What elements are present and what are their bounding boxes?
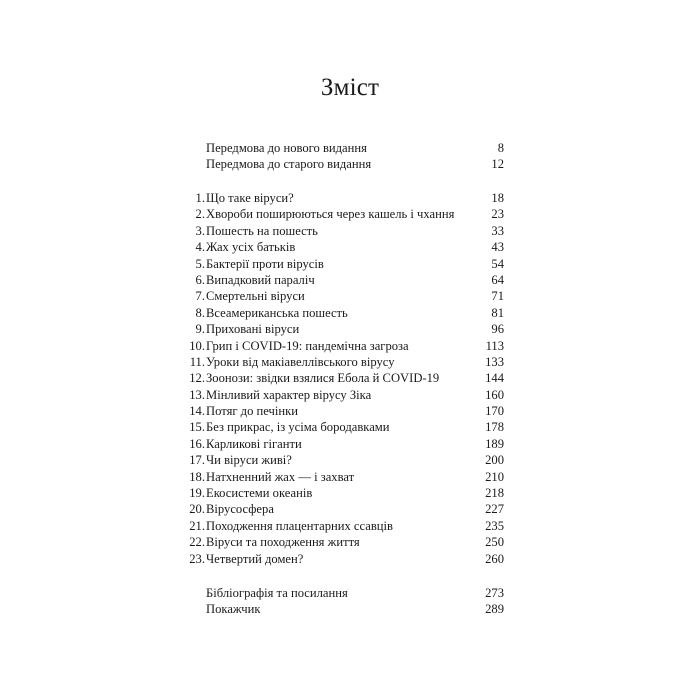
chapter-title: Всеамериканська пошесть (206, 305, 348, 320)
chapter-title: Екосистеми океанів (206, 486, 313, 501)
chapter-title: Віруси та походження життя (206, 535, 360, 550)
chapter-entry (186, 239, 504, 255)
chapter-number: 9. (195, 322, 205, 337)
chapter-entry (186, 223, 504, 239)
chapter-title: Бактерії проти вірусів (206, 256, 324, 271)
front-matter-list (186, 140, 504, 173)
chapter-number: 4. (195, 240, 205, 255)
entry-page-number: 12 (491, 157, 504, 172)
chapter-page-number: 200 (485, 453, 504, 468)
chapter-entry (186, 338, 504, 354)
chapter-title: Зоонози: звідки взялися Ебола й COVID-19 (206, 371, 440, 386)
chapter-number: 19. (189, 486, 205, 501)
chapter-entry (186, 305, 504, 321)
chapter-entry (186, 206, 504, 222)
chapter-page-number: 23 (491, 207, 504, 222)
chapter-entry (186, 272, 504, 288)
chapter-list (186, 190, 504, 567)
chapter-number: 21. (189, 518, 205, 533)
chapter-page-number: 81 (491, 305, 504, 320)
chapter-page-number: 113 (485, 338, 504, 353)
chapter-page-number: 170 (485, 404, 504, 419)
chapter-page-number: 189 (485, 436, 504, 451)
chapter-title: Грип і COVID-19: пандемічна загроза (206, 338, 409, 353)
chapter-page-number: 133 (485, 354, 504, 369)
chapter-entry (186, 501, 504, 517)
chapter-title: Четвертий домен? (206, 551, 304, 566)
chapter-number: 10. (189, 338, 205, 353)
chapter-title: Смертельні віруси (206, 289, 305, 304)
back-matter-list (186, 585, 504, 618)
chapter-page-number: 71 (491, 289, 504, 304)
chapter-page-number: 144 (485, 371, 504, 386)
page-title: Зміст (320, 74, 380, 101)
chapter-page-number: 210 (485, 469, 504, 484)
chapter-title: Походження плацентарних ссавців (206, 518, 393, 533)
chapter-number: 11. (189, 354, 205, 369)
chapter-entry (186, 452, 504, 468)
toc-entry (186, 156, 504, 172)
entry-label: Передмова до нового видання (206, 141, 367, 155)
chapter-title: Чи віруси живі? (206, 453, 292, 468)
toc-entry (186, 140, 504, 156)
chapter-number: 16. (189, 436, 205, 451)
chapter-entry (186, 436, 504, 452)
entry-page-number: 8 (497, 141, 504, 155)
chapter-number: 2. (195, 207, 205, 222)
chapter-page-number: 96 (491, 322, 504, 337)
chapter-entry (186, 419, 504, 435)
chapter-number: 13. (189, 387, 205, 402)
entry-label: Покажчик (206, 602, 261, 617)
chapter-title: Натхненний жах — і захват (206, 469, 355, 484)
chapter-title: Без прикрас, із усіма бородавками (206, 420, 390, 435)
chapter-page-number: 260 (485, 551, 504, 566)
chapter-entry (186, 518, 504, 534)
chapter-number: 7. (195, 289, 205, 304)
chapter-entry (186, 370, 504, 386)
chapter-title: Мінливий характер вірусу Зіка (206, 387, 372, 402)
chapter-page-number: 54 (491, 256, 504, 271)
chapter-page-number: 18 (491, 191, 504, 205)
chapter-page-number: 43 (491, 240, 504, 255)
chapter-number: 12. (189, 371, 205, 386)
chapter-entry (186, 551, 504, 567)
chapter-entry (186, 534, 504, 550)
chapter-page-number: 160 (485, 387, 504, 402)
chapter-title: Потяг до печінки (206, 404, 298, 419)
chapter-title: Хвороби поширюються через кашель і чхання (206, 207, 455, 222)
chapter-number: 20. (189, 502, 205, 517)
chapter-title: Уроки від макіавеллівського вірусу (206, 354, 395, 369)
chapter-entry (186, 403, 504, 419)
entry-page-number: 289 (485, 602, 504, 617)
chapter-entry (186, 485, 504, 501)
toc-entry (186, 601, 504, 617)
chapter-entry (186, 387, 504, 403)
chapter-title: Приховані віруси (206, 322, 300, 337)
chapter-number: 18. (189, 469, 205, 484)
chapter-page-number: 64 (491, 272, 504, 287)
entry-label: Передмова до старого видання (206, 157, 372, 172)
chapter-entry (186, 256, 504, 272)
toc-entry (186, 585, 504, 601)
chapter-page-number: 33 (491, 223, 504, 238)
chapter-entry (186, 354, 504, 370)
chapter-title: Що таке віруси? (206, 191, 294, 205)
chapter-title: Випадковий параліч (206, 272, 315, 287)
chapter-entry (186, 321, 504, 337)
chapter-title: Карликові гіганти (206, 436, 302, 451)
entry-label: Бібліографія та посилання (206, 586, 348, 600)
chapter-page-number: 227 (485, 502, 504, 517)
chapter-page-number: 178 (485, 420, 504, 435)
chapter-title: Пошесть на пошесть (206, 223, 318, 238)
chapter-entry (186, 469, 504, 485)
chapter-title: Вірусосфера (206, 502, 274, 517)
chapter-page-number: 218 (485, 486, 504, 501)
chapter-number: 3. (195, 223, 205, 238)
chapter-title: Жах усіх батьків (206, 240, 296, 255)
chapter-number: 6. (195, 272, 205, 287)
chapter-entry (186, 190, 504, 206)
chapter-page-number: 235 (485, 518, 504, 533)
chapter-number: 15. (189, 420, 205, 435)
entry-page-number: 273 (485, 586, 504, 600)
chapter-number: 5. (195, 256, 205, 271)
chapter-number: 14. (189, 404, 205, 419)
chapter-number: 1. (195, 191, 205, 205)
chapter-page-number: 250 (485, 535, 504, 550)
chapter-number: 22. (189, 535, 205, 550)
chapter-entry (186, 288, 504, 304)
chapter-number: 8. (195, 305, 205, 320)
chapter-number: 23. (189, 551, 205, 566)
chapter-number: 17. (189, 453, 205, 468)
